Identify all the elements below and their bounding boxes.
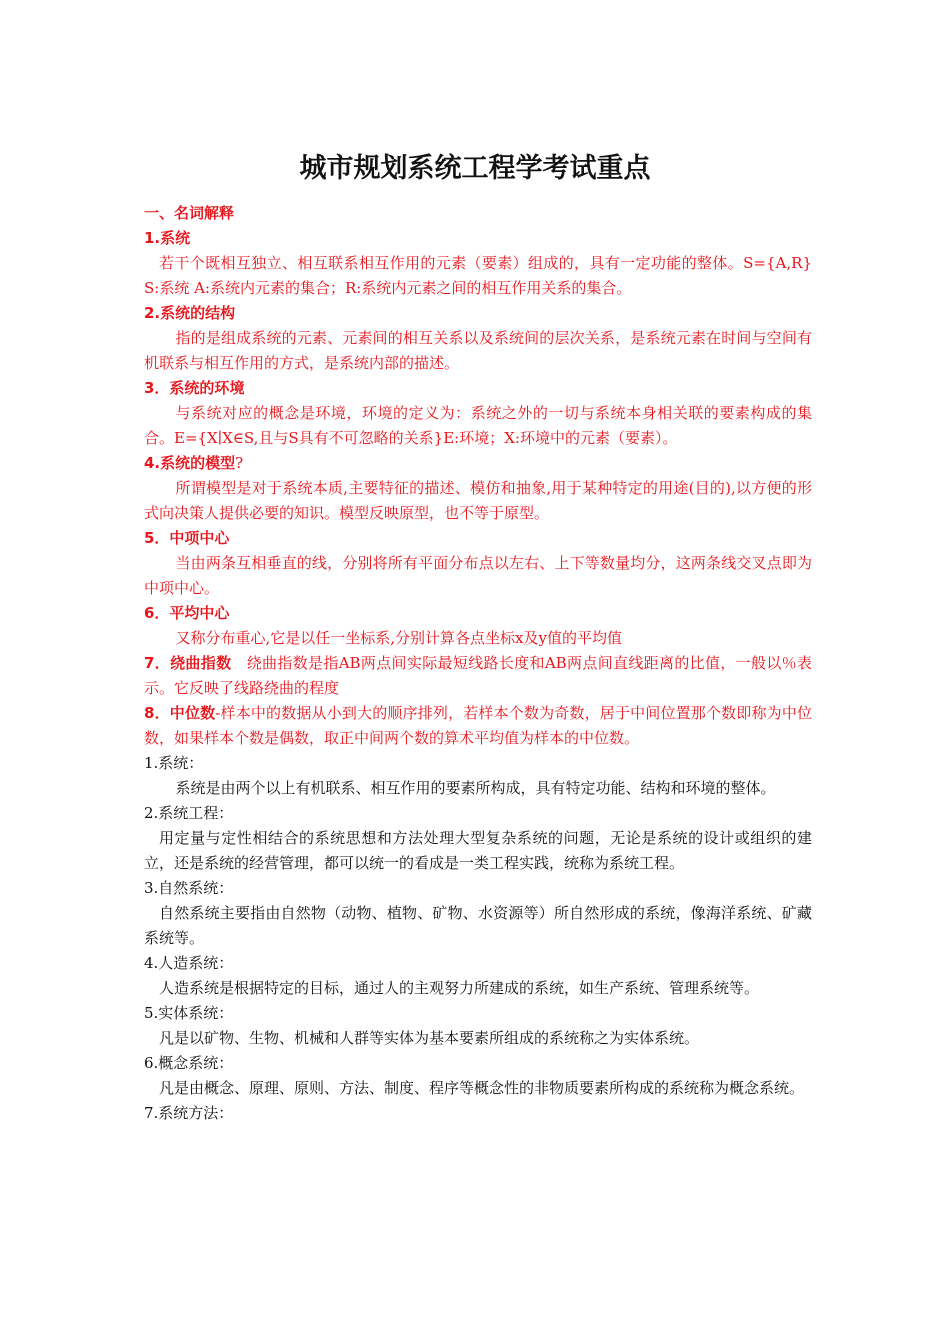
definition-body: 当由两条互相垂直的线，分别将所有平面分布点以左右、上下等数量均分，这两条线交叉点即为中项中心。 [144, 554, 812, 597]
term-heading: 4.人造系统： [144, 954, 234, 972]
definition-body: 绕曲指数是指AB两点间实际最短线路长度和AB两点间直线距离的比值，一般以％表示。它反映了线路绕曲的程度 [144, 654, 812, 697]
definition-body: 若干个既相互独立、相互联系相互作用的元素（要素）组成的，具有一定功能的整体。S={A,R} S:系统 A:系统内元素的集合；R:系统内元素之间的相互作用关系的集合。 [144, 254, 812, 297]
definition-body: 所谓模型是对于系统本质,主要特征的描述、模仿和抽象,用于某种特定的用途(目的),以方便的形式向决策人提供必要的知识。模型反映原型，也不等于原型。 [144, 479, 812, 522]
term-body: 自然系统主要指由自然物（动物、植物、矿物、水资源等）所自然形成的系统，像海洋系统、矿藏系统等。 [144, 904, 812, 947]
definition-heading: 8．中位数 [144, 704, 216, 722]
document-title: 城市规划系统工程学考试重点 [299, 153, 651, 184]
document-body [144, 201, 812, 1126]
definition-inline [144, 651, 812, 701]
definition-heading: 2.系统的结构 [144, 304, 236, 322]
definition-body: 指的是组成系统的元素、元素间的相互关系以及系统间的层次关系，是系统元素在时间与空间有机联系与相互作用的方式，是系统内部的描述。 [144, 329, 812, 372]
heading-suffix: ? [235, 454, 244, 472]
term-heading: 1.系统： [144, 754, 204, 772]
definition-body: -样本中的数据从小到大的顺序排列，若样本个数为奇数，居于中间位置那个数即称为中位数，如果样本个数是偶数，取正中间两个数的算术平均值为样本的中位数。 [144, 704, 813, 747]
term-heading: 3.自然系统： [144, 879, 234, 897]
term-heading: 6.概念系统： [144, 1054, 234, 1072]
term-heading: 2.系统工程： [144, 804, 234, 822]
definition-heading: 6．平均中心 [144, 604, 230, 622]
term-body: 用定量与定性相结合的系统思想和方法处理大型复杂系统的问题，无论是系统的设计或组织的建立，还是系统的经营管理，都可以统一的看成是一类工程实践，统称为系统工程。 [144, 829, 812, 872]
definition-heading-row [144, 451, 812, 476]
term-body: 系统是由两个以上有机联系、相互作用的要素所构成，具有特定功能、结构和环境的整体。 [175, 779, 776, 797]
definition-heading: 3．系统的环境 [144, 379, 245, 397]
section-heading: 一、名词解释 [144, 204, 235, 222]
term-body: 凡是以矿物、生物、机械和人群等实体为基本要素所组成的系统称之为实体系统。 [159, 1029, 700, 1047]
term-body: 凡是由概念、原理、原则、方法、制度、程序等概念性的非物质要素所构成的系统称为概念系统。 [159, 1079, 805, 1097]
definition-body: 又称分布重心,它是以任一坐标系,分别计算各点坐标x及y值的平均值 [175, 629, 622, 647]
term-body: 人造系统是根据特定的目标，通过人的主观努力所建成的系统，如生产系统、管理系统等。 [159, 979, 760, 997]
definition-heading: 5．中项中心 [144, 529, 230, 547]
definition-inline [144, 701, 812, 751]
definition-heading: 1.系统 [144, 229, 191, 247]
definition-heading: 7．绕曲指数 [144, 654, 232, 672]
definition-body: 与系统对应的概念是环境，环境的定义为：系统之外的一切与系统本身相关联的要素构成的集合。E={X∣X∈S,且与S具有不可忽略的关系}E:环境；X:环境中的元素（要素）。 [144, 404, 812, 447]
term-heading: 5.实体系统： [144, 1004, 234, 1022]
definition-heading: 4.系统的模型 [144, 454, 236, 472]
term-heading: 7.系统方法： [144, 1104, 234, 1122]
